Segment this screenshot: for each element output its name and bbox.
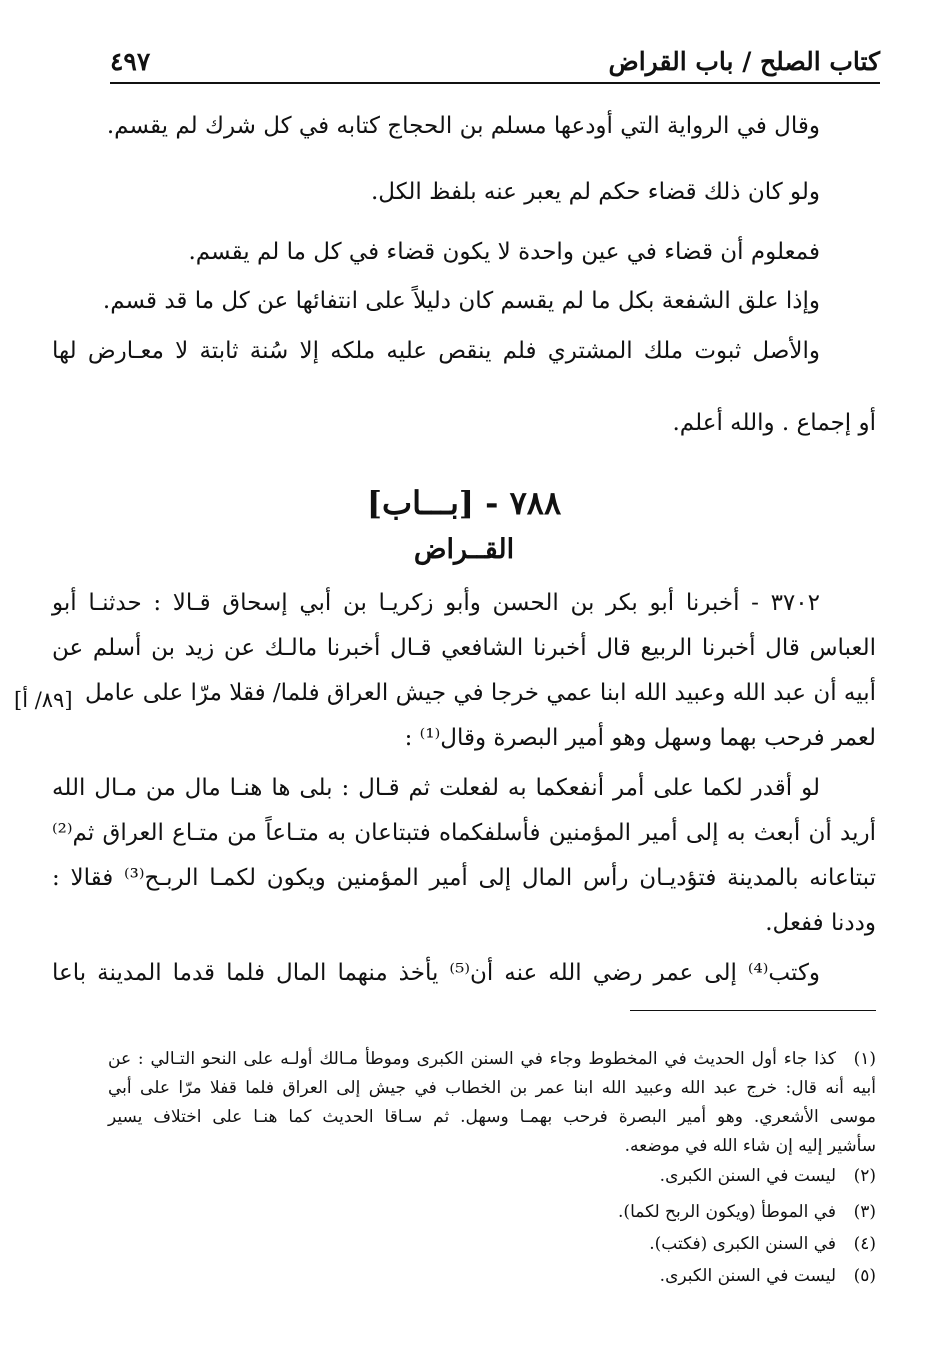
footnote-number: (٢) <box>853 1166 876 1186</box>
footnote-line: ليست في السنن الكبرى. <box>659 1166 836 1186</box>
footnote-line: ليست في السنن الكبرى. <box>659 1266 836 1286</box>
hadith-line: لعمر فرحب بهما وسهل وهو أمير البصرة وقال⁽¹⁾ : <box>404 725 876 751</box>
hadith-line: أبيه أن عبد الله وعبيد الله ابنا عمي خرجا في جيش العراق فلما/ فقلا مرّا على عامل <box>84 680 876 706</box>
footnote-number: (٣) <box>853 1202 876 1222</box>
paragraph-line: أو إجماع . والله أعلم. <box>672 410 876 436</box>
running-title: كتاب الصلح / باب القراض <box>608 47 880 76</box>
page-header <box>110 38 880 84</box>
page-number: ٤٩٧ <box>110 47 151 76</box>
paragraph-line: والأصل ثبوت ملك المشتري فلم ينقص عليه ملكه إلا سُنة ثابتة لا معـارض لها <box>52 338 820 364</box>
hadith-line: لو أقدر لكما على أمر أنفعكما به لفعلت ثم قـال : بلى ها هنـا مال من مـال الله <box>52 775 820 801</box>
hadith-line: وددنا ففعل. <box>765 910 876 936</box>
hadith-line: أريد أن أبعث به إلى أمير المؤمنين فأسلفكماه فتبتاعان به متـاعاً من متـاع العراق ثم⁽²⁾ <box>52 820 876 846</box>
hadith-line: العباس قال أخبرنا الربيع قال أخبرنا الشافعي قـال أخبرنا مالـك عن زيد بن أسلم عن <box>52 635 876 661</box>
footnote-number: (٥) <box>853 1266 876 1286</box>
footnote-line: في الموطأ (ويكون الربح لكما). <box>618 1202 836 1222</box>
footnote-line: أبيه أنه قال: خرج عبد الله وعبيد الله ابنا عمر بن الخطاب في جيش إلى العراق فلما قفلا مرّا على أبي <box>108 1078 877 1098</box>
paragraph-line: فمعلوم أن قضاء في عين واحدة لا يكون قضاء في كل ما لم يقسم. <box>188 239 820 265</box>
folio-mark: [٨٩/ أ] <box>14 688 73 712</box>
hadith-line: وكتب⁽⁴⁾ إلى عمر رضي الله عنه أن⁽⁵⁾ يأخذ منهما المال فلما قدما المدينة باعا <box>52 960 820 986</box>
footnote-line: سأشير إليه إن شاء الله في موضعه. <box>624 1136 876 1156</box>
hadith-line: تبتاعانه بالمدينة فتؤديـان رأس المال إلى أمير المؤمنين ويكون لكمـا الربـح⁽³⁾ فقالا : <box>52 865 877 891</box>
footnote-divider <box>630 1010 876 1011</box>
paragraph-line: وإذا علق الشفعة بكل ما لم يقسم كان دليلاً على انتفائها عن كل ما قد قسم. <box>102 288 820 314</box>
paragraph-line: ولو كان ذلك قضاء حكم لم يعبر عنه بلفظ الكل. <box>370 179 820 205</box>
paragraph-line: وقال في الرواية التي أودعها مسلم بن الحجاج كتابه في كل شرك لم يقسم. <box>106 113 820 139</box>
chapter-subtitle: القــراض <box>413 534 515 565</box>
footnote-number: (٤) <box>853 1234 876 1254</box>
footnote-number: (١) <box>853 1049 876 1069</box>
footnote-line: موسى الأشعري. وهو أمير البصرة فرحب بهمـا وسهل. ثم سـاقا الحديث كما هنـا على اختلاف يسير <box>108 1107 877 1127</box>
footnote-line: كذا جاء أول الحديث في المخطوط وجاء في السنن الكبرى وموطأ مـالك أولـه على النحو التـالي : عن <box>108 1049 836 1069</box>
hadith-line: ٣٧٠٢ - أخبرنا أبو بكر بن الحسن وأبو زكريـا بن أبي إسحاق قـالا : حدثنـا أبو <box>52 590 820 616</box>
footnote-line: في السنن الكبرى (فكتب). <box>649 1234 836 1254</box>
chapter-title: ٧٨٨ - [بـــاب] <box>366 484 562 522</box>
